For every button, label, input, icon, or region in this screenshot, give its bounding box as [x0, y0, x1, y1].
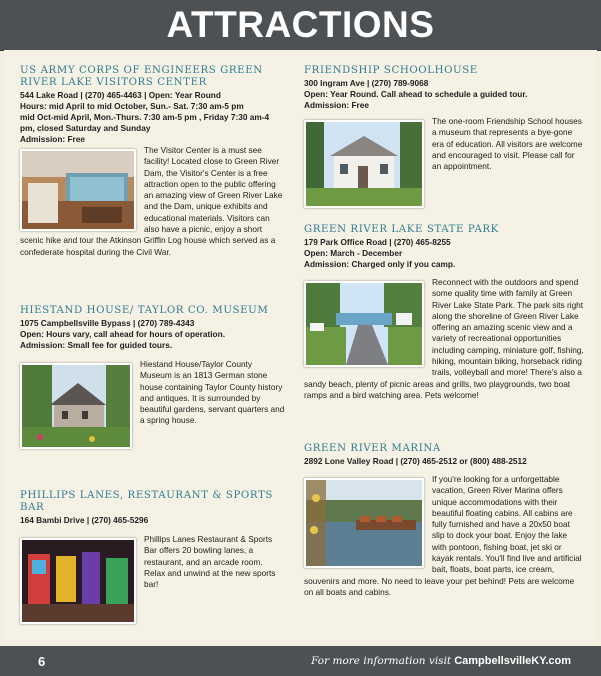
website-link[interactable]: CampbellsvilleKY.com	[454, 655, 571, 667]
phillips-lanes-photo	[20, 538, 136, 624]
section-body	[20, 145, 285, 258]
section-info	[20, 515, 285, 526]
section-title: GREEN RIVER MARINA	[304, 443, 441, 454]
page-title: ATTRACTIONS	[166, 4, 435, 45]
info-line: Admission: Charged only if you camp.	[304, 259, 456, 269]
section-body	[20, 359, 285, 427]
info-line: Open: March - December	[304, 248, 403, 258]
section-hiestand	[20, 305, 285, 451]
info-line: 300 Ingram Ave | (270) 789-9068	[304, 78, 429, 88]
state-park-photo	[304, 281, 424, 367]
section-info	[20, 318, 285, 351]
info-line: Open: Year Round. Call ahead to schedule a guided tour.	[304, 89, 528, 99]
info-line: Admission: Small fee for guided tours.	[20, 340, 173, 350]
info-line: 164 Bambi Drive | (270) 465-5296	[20, 515, 149, 525]
section-body	[304, 116, 584, 172]
info-line: Admission: Free	[20, 134, 86, 144]
body-text: Reconnect with the outdoors and spend some quality time with family at Green River Lake State Park. The park sits right along the shoreline of Green River Lake offering an amazing scenic view and a variety of recreational opportunities including camping, miniature golf, fishing, hiking, mountain biking, horseback riding trails, volleyball and more! There's also a sandy beach, plenty of picnic areas and grills, two playgrounds, two boat ramps and a bird watching area. Pets welcome!	[304, 277, 584, 400]
info-line: 2892 Lone Valley Road | (270) 465-2512 or (800) 488-2512	[304, 456, 527, 466]
section-title: GREEN RIVER LAKE STATE PARK	[304, 224, 499, 235]
section-info	[304, 456, 584, 467]
info-line: 1075 Campbellsville Bypass | (270) 789-4343	[20, 318, 195, 328]
section-info	[20, 90, 285, 145]
header-banner	[0, 0, 601, 51]
info-line: Hours: mid April to mid October, Sun.- Sat. 7:30 am-5 pm	[20, 101, 244, 111]
section-title: PHILLIPS LANES, RESTAURANT & SPORTS BAR	[20, 490, 273, 513]
section-title: HIESTAND HOUSE/ TAYLOR CO. MUSEUM	[20, 305, 269, 316]
info-line: Open: Hours vary, call ahead for hours of operation.	[20, 329, 225, 339]
footer-bar	[0, 646, 601, 676]
section-state-park	[304, 224, 584, 401]
content-area	[4, 50, 597, 646]
section-marina	[304, 443, 584, 598]
friendship-schoolhouse-photo	[304, 120, 424, 208]
info-line: 179 Park Office Road | (270) 465-8255	[304, 237, 451, 247]
section-army-corps	[20, 65, 285, 258]
section-info	[304, 78, 584, 111]
body-text: The Visitor Center is a must see facility! Located close to Green River Dam, the Visitor's Center is a free attraction open to the public offering an amazing view of Green River Lake and the Dam, unique exhibits and educational materials. Visitors can also have a picnic, enjoy a short scenic hike and tour the Atkinson Griffin Log house which served as a confederate hospital during the Civil War.	[20, 145, 283, 257]
body-text: Phillips Lanes Restaurant & Sports Bar offers 20 bowling lanes, a restaurant, and an arcade room. Relax and unwind at the new sports bar!	[144, 534, 276, 590]
hiestand-house-photo	[20, 363, 132, 449]
section-phillips	[20, 490, 285, 626]
section-title: US ARMY CORPS OF ENGINEERS GREEN RIVER LAKE VISITORS CENTER	[20, 65, 263, 88]
body-text: The one-room Friendship School houses a museum that represents a bye-gone era of education. All visitors are welcome and encouraged to visit. Please call for an appointment.	[432, 116, 583, 172]
visitors-center-photo	[20, 149, 136, 231]
section-friendship	[304, 65, 584, 210]
info-line: 544 Lake Road | (270) 465-4463 | Open: Year Round	[20, 90, 221, 100]
section-body	[304, 277, 584, 401]
section-body	[304, 474, 584, 598]
body-text: Hiestand House/Taylor County Museum is an 1813 German stone house containing Taylor County history and antiques. It is surrounded by beautiful gardens, servant quarters and a spring house.	[140, 359, 285, 426]
body-text: If you're looking for a unforgettable vacation, Green River Marina offers unique accommodations with their beautiful floating cabins. All cabins are fully furnished and have a 20x50 boat slip to dock your boat. Enjoy the lake with pontoon, fishing boat, jet ski or kayak rentals. You'll find live and artificial bait, floats, boat parts, ice cream, souvenirs and more. No need to leave your pet behind! Pets are welcome on all boats and cabins.	[304, 474, 582, 597]
section-title: FRIENDSHIP SCHOOLHOUSE	[304, 65, 478, 76]
section-body	[20, 534, 285, 590]
section-info	[304, 237, 584, 270]
info-line: mid Oct-mid April, Mon.-Thurs. 7:30 am-5 pm , Friday 7:30 am-4 pm, closed Saturday and Sunday	[20, 112, 270, 133]
website-line	[311, 655, 571, 667]
marina-photo	[304, 478, 424, 568]
more-info-text: For more information visit	[311, 655, 452, 667]
page-number: 6	[38, 654, 46, 669]
info-line: Admission: Free	[304, 100, 370, 110]
